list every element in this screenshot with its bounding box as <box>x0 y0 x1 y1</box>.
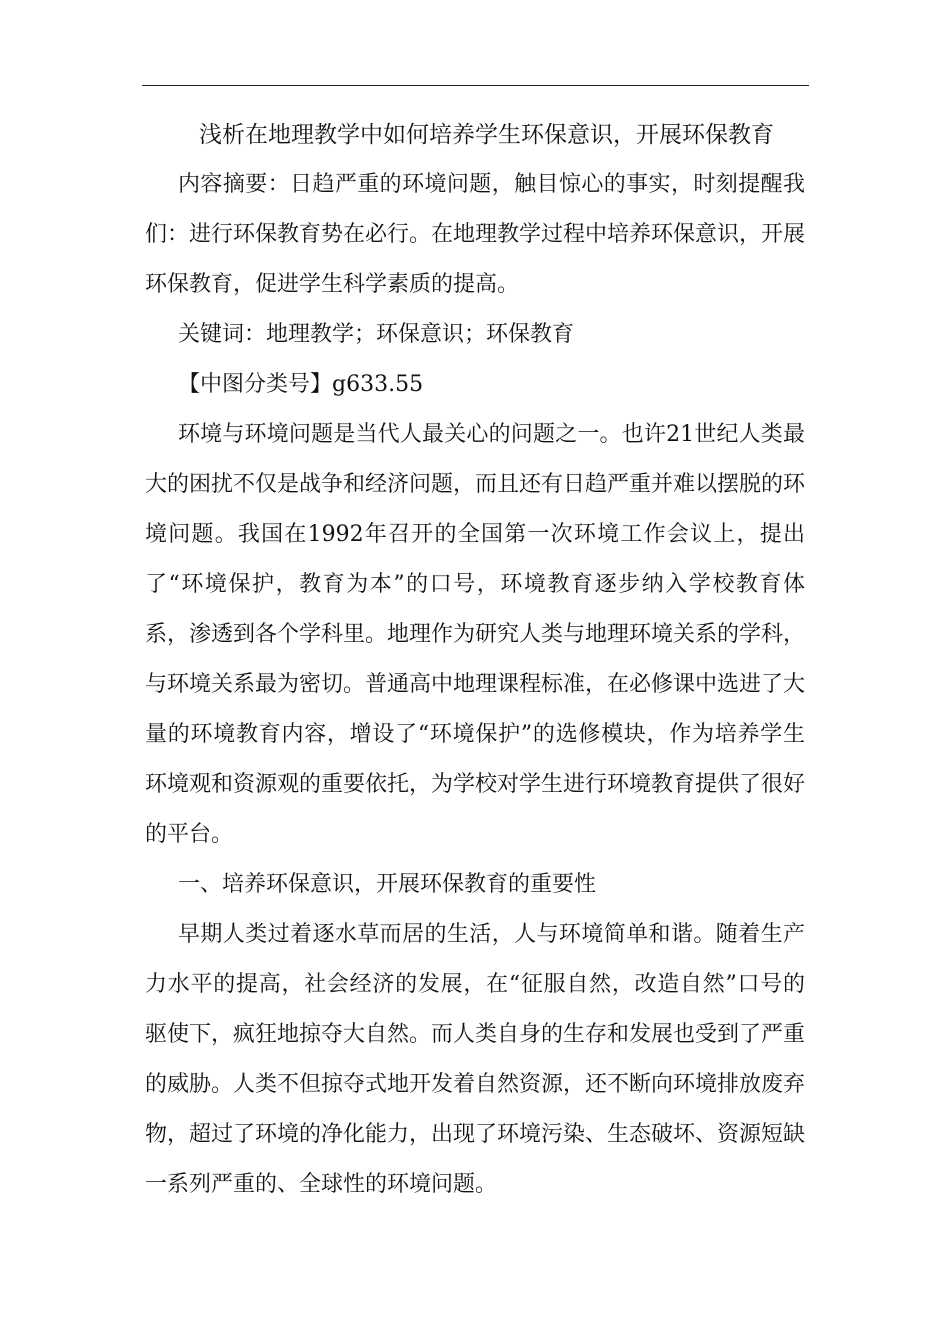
classification-line: 【中图分类号】g633.55 <box>178 372 424 397</box>
abstract-paragraph: 内容摘要：日趋严重的环境问题，触目惊心的事实，时刻提醒我们：进行环保教育势在必行。在地理教学过程中培养环保意识，开展环保教育，促进学生科学素质的提高。 <box>145 172 806 297</box>
section-1-paragraph: 早期人类过着逐水草而居的生活，人与环境简单和谐。随着生产力水平的提高，社会经济的发展，在“征服自然，改造自然”口号的驱使下，疯狂地掠夺大自然。而人类自身的生存和发展也受到了严重的威胁。人类不但掠夺式地开发着自然资源，还不断向环境排放废弃物，超过了环境的净化能力，出现了环境污染、生态破坏、资源短缺一系列严重的、全球性的环境问题。 <box>145 922 806 1197</box>
document-title: 浅析在地理教学中如何培养学生环保意识，开展环保教育 <box>199 122 774 148</box>
section-1-heading: 一、培养环保意识，开展环保教育的重要性 <box>178 872 597 897</box>
intro-paragraph: 环境与环境问题是当代人最关心的问题之一。也许21世纪人类最大的困扰不仅是战争和经济问题，而且还有日趋严重并难以摆脱的环境问题。我国在1992年召开的全国第一次环境工作会议上，提出了“环境保护，教育为本”的口号，环境教育逐步纳入学校教育体系，渗透到各个学科里。地理作为研究人类与地理环境关系的学科，与环境关系最为密切。普通高中地理课程标准，在必修课中选进了大量的环境教育内容，增设了“环境保护”的选修模块，作为培养学生环境观和资源观的重要依托，为学校对学生进行环境教育提供了很好的平台。 <box>145 422 806 847</box>
keywords-line: 关键词：地理教学；环保意识；环保教育 <box>178 322 575 347</box>
header-rule <box>142 85 809 86</box>
document-body <box>145 110 805 1210</box>
